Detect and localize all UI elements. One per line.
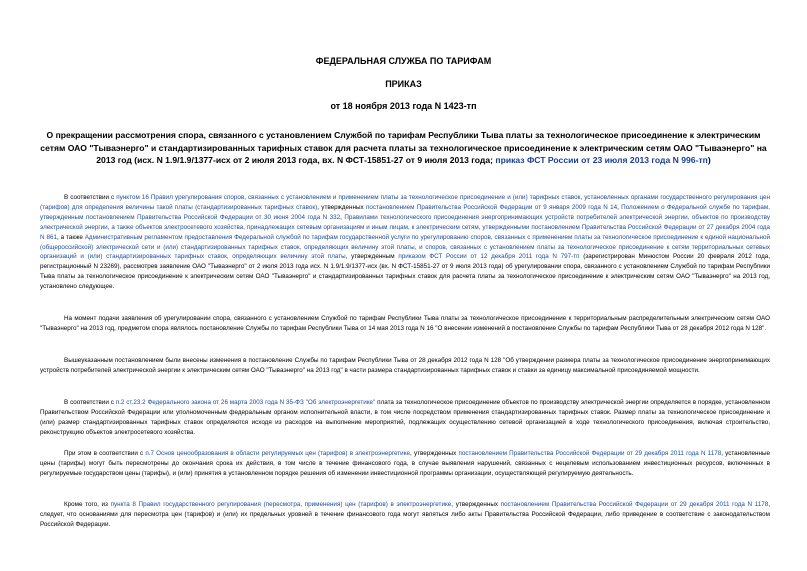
legal-reference-link[interactable]: постановлением Правительства Российской Федерации от 29 декабря 2011 года N 1178 <box>500 501 769 508</box>
title-order-link[interactable]: приказ ФСТ России от 23 июля 2013 года N 996-тп <box>495 155 708 165</box>
legal-reference-link[interactable]: Правилами технологического присоединения энергопринимающих устройств потребителей электрической энергии, объектов по производству электрической энергии, а также объектов электросетевого хозяйства, принадлежащих сетевым организациям и иным лицам, к электрическим сетям, утвержденными постановлением Правительства Российской Федерации от 27 декабря 2004 года N 861 <box>40 213 771 241</box>
legal-reference-link[interactable]: постановлением Правительства Российской Федерации от 9 января 2009 года N 14 <box>365 203 618 211</box>
paragraph-text: , а также <box>56 233 85 241</box>
paragraph-text: В соответствии с <box>64 194 117 201</box>
paragraph-text: , утвержденным <box>345 253 399 261</box>
legal-reference-link[interactable]: приказом ФСТ России от 12 декабря 2011 года N 797-тп <box>398 253 580 261</box>
legal-reference-link[interactable]: Положением о Федеральной службе по тарифам, утвержденным постановлением Правительства Российской Федерации от 30 июня 2004 года N 332 <box>40 203 770 221</box>
paragraph-text: , утвержденных <box>410 450 459 457</box>
paragraph-text: При этом в соответствии с <box>64 450 146 457</box>
legal-reference-link[interactable]: пункта 8 Правил государственного регулирования (пересмотра, применения) цен (тарифов) в электроэнергетике <box>110 501 452 508</box>
paragraph-2 <box>40 314 770 334</box>
title-text: О прекращении рассмотрения спора, связанного с установлением Службой по тарифам Республики Тыва платы за технологическое присоединение к электрическим сетям ОАО "Тываэнерго" и стандартизированных тарифных ставок для расчета платы за технологическое присоединение к электрическим сетям ОАО "Тываэнерго" на 2013 год (исх. N 1.9/1.9/1377-исх от 2 июля 2013 года, вх. N ФСТ-15851-27 от 9 июля 2013 года; <box>40 130 767 165</box>
paragraph-text: плата за технологическое присоединение объектов по производству электрической энергии определяется в порядке, установленном Правительством Российской Федерации или уполномоченным федеральным органом исполнительной власти, в том числе посредством применения стандартизированных тарифных ставок. Размер платы за технологическое присоединение и (или) размер стандартизированных тарифных ставок определяются исходя из расходов на выполнение мероприятий, подлежащих осуществлению сетевой организацией в ходе технологического присоединения, включая строительство, реконструкцию объектов электросетевого хозяйства. <box>40 399 770 436</box>
paragraph-5 <box>40 449 770 479</box>
legal-reference-link[interactable]: п.7 Основ ценообразования в области регулируемых цен (тарифов) в электроэнергетике <box>145 450 411 457</box>
agency-heading: ФЕДЕРАЛЬНАЯ СЛУЖБА ПО ТАРИФАМ <box>315 56 492 66</box>
document-title <box>40 129 767 167</box>
paragraph-6 <box>40 500 770 530</box>
paragraph-text: , <box>340 213 345 221</box>
paragraph-text: , установленные цены (тарифы) могут быть пересмотрены до окончания срока их действия, в том числе в течение финансового года, в случае выявления нарушений, связанных с нецелевым использованием инвестиционных ресурсов, включенных в регулируемые государством цены (тарифы), и (или) принятия в установленном порядке решения об изменении инвестиционной программы организации, осуществляющей регулируемую деятельность. <box>40 450 770 477</box>
paragraph-3 <box>40 356 770 376</box>
paragraph-text: , утвержденных <box>451 501 501 508</box>
legal-reference-link[interactable]: п.2 ст.23.2 Федерального закона от 26 марта 2003 года N 35-ФЗ "Об электроэнергетике" <box>115 399 376 406</box>
paragraph-text: , <box>617 203 622 211</box>
legal-reference-link[interactable]: Административным регламентом предоставления Федеральной службой по тарифам государственной услуги по урегулированию споров, связанных с применением платы за технологическое присоединение к единой национальной (общероссийской) электрической сети и (или) стандартизированных тарифных ставок, определяющих величину этой платы, и споров, связанных с установлением платы за технологическое присоединение к сетям территориальных сетевых организаций и (или) стандартизированных тарифных ставок, определяющих величину этой платы <box>40 233 770 261</box>
legal-reference-link[interactable]: постановлением Правительства Российской Федерации от 29 декабря 2011 года N 1178 <box>458 450 722 457</box>
doc-type-heading: ПРИКАЗ <box>385 79 422 89</box>
legal-reference-link[interactable]: пунктом 16 Правил урегулирования споров, связанных с установлением и применением платы за технологическое присоединение и (или) тарифных ставок, установленных органами государственного регулирования цен (тарифов) для определения величины такой платы (стандартизированных тарифных ставок) <box>40 194 770 211</box>
paragraph-text: Кроме того, из <box>64 501 111 508</box>
paragraph-text: (зарегистрирован Минюстом России 20 февраля 2012 года, регистрационный N 23269), рассмотрев заявление ОАО "Тываэнерго" от 2 июля 2013 года исх. N 1.9/1.9/1377-исх (вх. N ФСТ-15851-27 от 9 июля 2013 года) об урегулировании спора, связанного с установлением Службой по тарифам Республики Тыва платы за технологическое присоединение к электрическим сетям ОАО "Тываэнерго" и стандартизированных тарифных ставок для расчета платы за технологическое присоединение к электрическим сетям ОАО "Тываэнерго" на 2013 год, установлено следующее. <box>40 253 770 291</box>
paragraph-1 <box>40 193 770 292</box>
paragraph-text: В соответствии с <box>64 399 116 406</box>
date-number-heading: от 18 ноября 2013 года N 1423-тп <box>330 101 477 111</box>
paragraph-text: Вышеуказанным постановлением были внесены изменения в постановление Службы по тарифам Республики Тыва от 28 декабря 2012 года N 128 "Об утверждении размера платы за технологическое присоединение энергопринимающих устройств потребителей электрической энергии к электрическим сетям ОАО "Тываэнерго" на 2013 год" в части размера стандартизированных тарифных ставок и ставки за единицу максимальной присоединяемой мощности. <box>40 357 770 374</box>
paragraph-4 <box>40 398 770 438</box>
paragraph-text: , утвержденных <box>317 203 366 211</box>
title-tail: ) <box>707 155 711 165</box>
paragraph-text: , следует, что основаниями для пересмотра цен (тарифов) и (или) их предельных уровней в течение финансового года могут являться либо акты Правительства Российской Федерации, либо приведение в соответствие с законодательством Российской Федерации. <box>40 501 771 528</box>
paragraph-text: На момент подачи заявления об урегулировании спора, связанного с установлением Службой по тарифам Республики Тыва платы за технологическое присоединение к территориальным распределительным электрическим сетям ОАО "Тываэнерго" на 2013 год, предметом спора являлось постановление Службы по тарифам Республики Тыва от 14 мая 2013 года N 16 "О внесении изменений в постановление Службы по тарифам Республики Тыва от 28 декабря 2012 года N 128". <box>40 315 770 332</box>
